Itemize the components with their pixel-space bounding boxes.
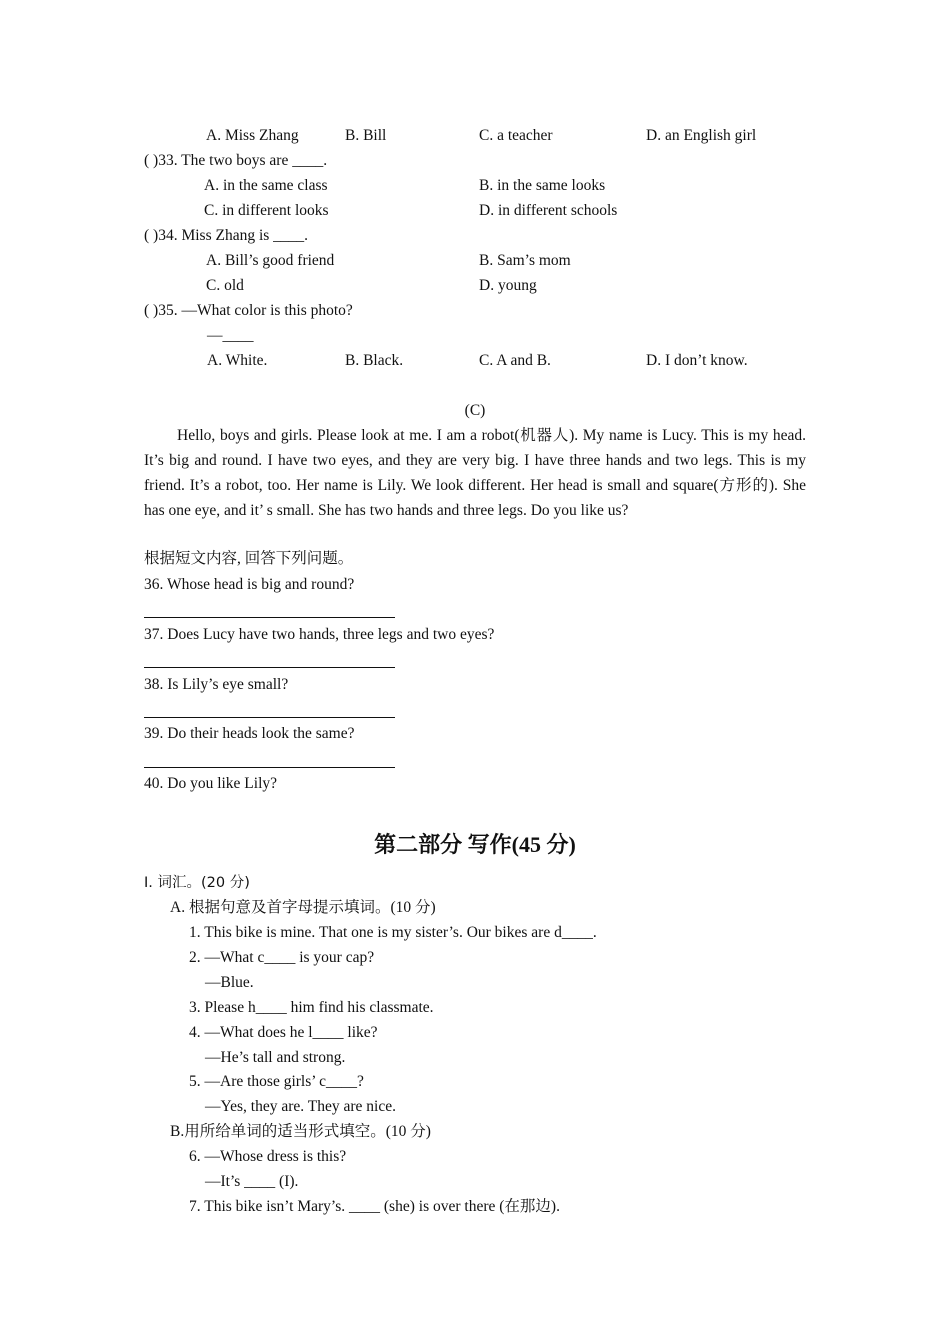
vocab-item-6: 6. —Whose dress is this? — [189, 1148, 347, 1165]
vocab-item-3: 3. Please h____ him find his classmate. — [189, 999, 434, 1016]
part2-title: 第二部分 写作(45 分) — [374, 832, 576, 857]
vocab-item-6-reply: —It’s ____ (I). — [205, 1173, 299, 1190]
q35-stem: ( )35. —What color is this photo? — [144, 302, 353, 319]
q34-stem: ( )34. Miss Zhang is ____. — [144, 227, 309, 244]
q35-option-a: A. White. — [207, 352, 268, 369]
section-c-instruction: 根据短文内容, 回答下列问题。 — [144, 550, 354, 567]
q33-option-d: D. in different schools — [479, 202, 618, 219]
question-38: 38. Is Lily’s eye small? — [144, 676, 289, 693]
q33-option-c: C. in different looks — [204, 202, 329, 219]
answer-line-37[interactable] — [144, 667, 395, 668]
answer-line-38[interactable] — [144, 717, 395, 718]
q32-option-d: D. an English girl — [646, 127, 757, 144]
vocab-item-5: 5. —Are those girls’ c____? — [189, 1073, 364, 1090]
section-c-label: (C) — [464, 402, 486, 419]
question-37: 37. Does Lucy have two hands, three legs and two eyes? — [144, 626, 495, 643]
question-40: 40. Do you like Lily? — [144, 775, 278, 792]
vocab-item-7: 7. This bike isn’t Mary’s. ____ (she) is over there (在那边). — [189, 1198, 560, 1215]
q35-option-d: D. I don’t know. — [646, 352, 748, 369]
q35-option-b: B. Black. — [345, 352, 404, 369]
answer-line-39[interactable] — [144, 767, 395, 768]
q33-option-b: B. in the same looks — [479, 177, 606, 194]
q34-option-d: D. young — [479, 277, 537, 294]
q32-option-b: B. Bill — [345, 127, 387, 144]
vocab-section-heading: Ⅰ. 词汇。(20 分) — [144, 875, 250, 891]
vocab-sub-b-heading: B.用所给单词的适当形式填空。(10 分) — [170, 1123, 431, 1140]
q32-option-a: A. Miss Zhang — [206, 127, 299, 144]
q35-option-c: C. A and B. — [479, 352, 551, 369]
q35-answer-line: —____ — [207, 327, 254, 344]
question-39: 39. Do their heads look the same? — [144, 725, 355, 742]
q34-option-c: C. old — [206, 277, 244, 294]
vocab-sub-a-heading: A. 根据句意及首字母提示填词。(10 分) — [170, 899, 436, 916]
vocab-item-1: 1. This bike is mine. That one is my sister’s. Our bikes are d____. — [189, 924, 597, 941]
q34-option-a: A. Bill’s good friend — [206, 252, 335, 269]
vocab-item-4-reply: —He’s tall and strong. — [205, 1049, 346, 1066]
q33-stem: ( )33. The two boys are ____. — [144, 152, 328, 169]
vocab-item-2: 2. —What c____ is your cap? — [189, 949, 375, 966]
answer-line-36[interactable] — [144, 617, 395, 618]
q32-option-c: C. a teacher — [479, 127, 553, 144]
vocab-item-5-reply: —Yes, they are. They are nice. — [205, 1098, 396, 1115]
vocab-item-2-reply: —Blue. — [205, 974, 254, 991]
question-36: 36. Whose head is big and round? — [144, 576, 355, 593]
q34-option-b: B. Sam’s mom — [479, 252, 571, 269]
q33-option-a: A. in the same class — [204, 177, 328, 194]
vocab-item-4: 4. —What does he l____ like? — [189, 1024, 378, 1041]
section-c-passage: Hello, boys and girls. Please look at me. I am a robot(机器人). My name is Lucy. This is my head. It’s big and round. I have two eyes, and they are very big. I have three hands and two legs. This is my friend. It’s a robot, too. Her name is Lily. We look different. Her head is small and square(方形的). She has one eye, and it’ s small. She has two hands and three legs. Do you like us? — [144, 427, 806, 519]
